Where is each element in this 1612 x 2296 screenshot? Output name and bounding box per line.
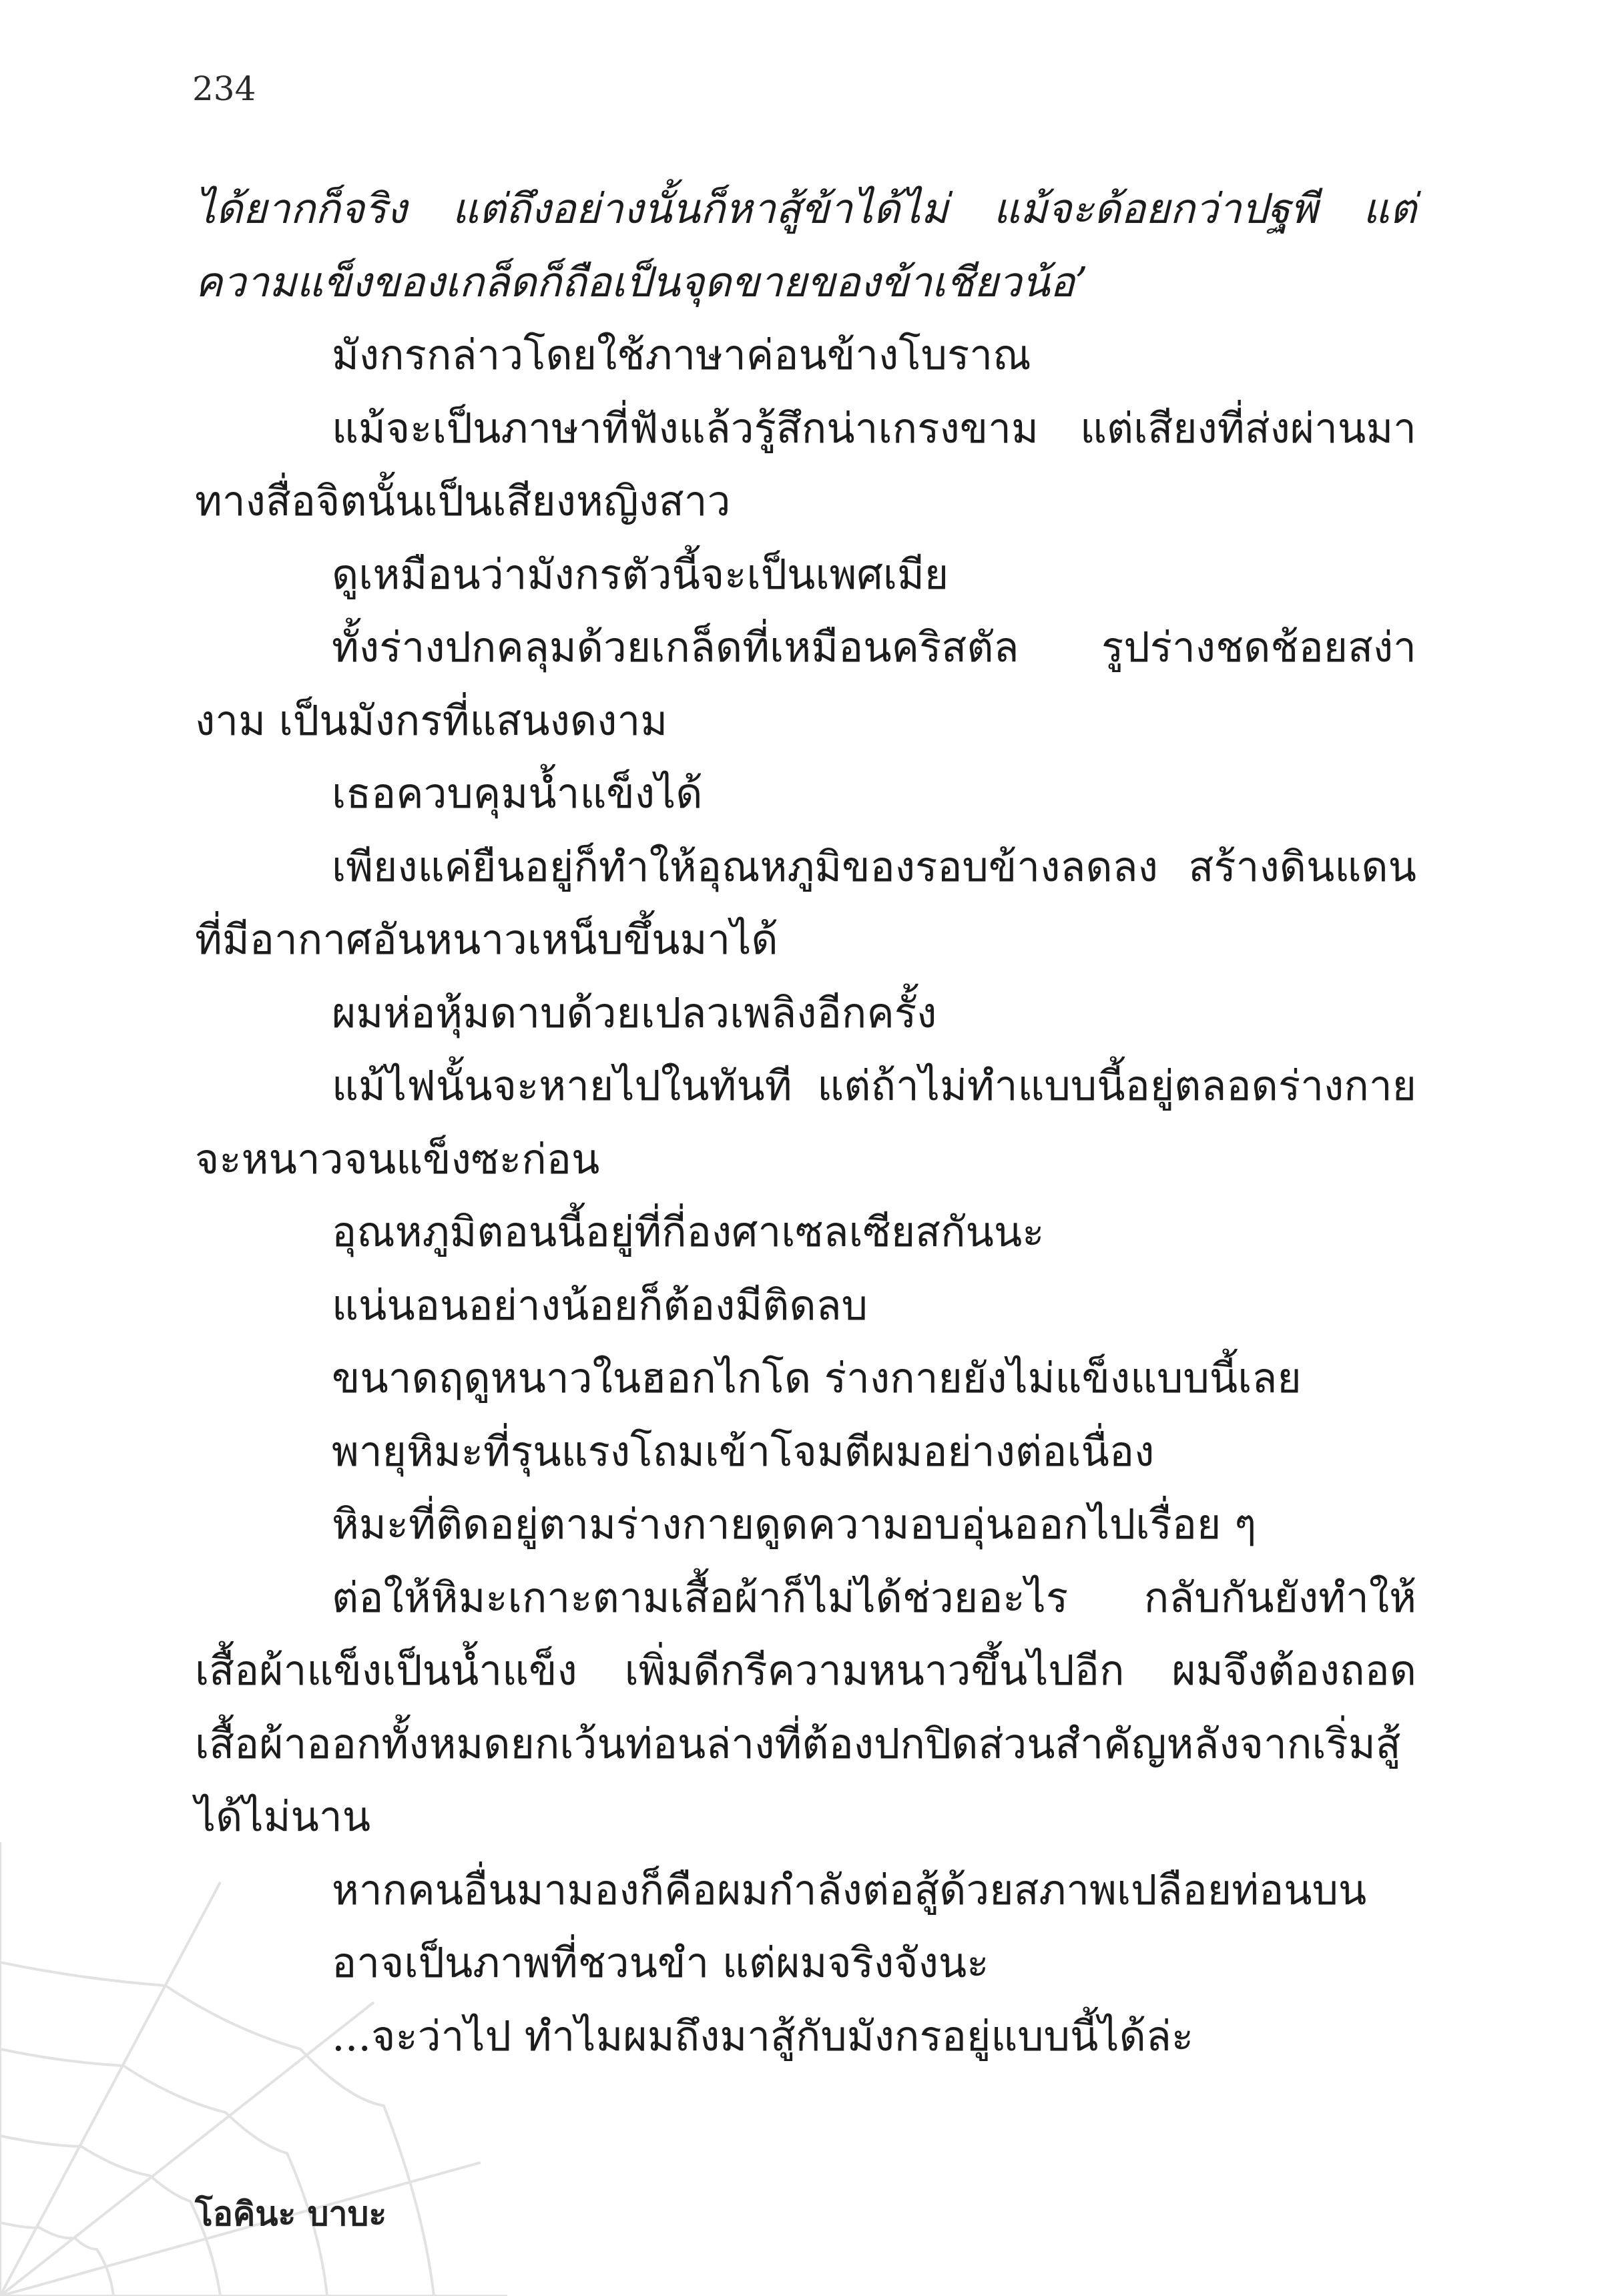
paragraph: อาจเป็นภาพที่ชวนขำ แต่ผมจริงจังนะ [332, 1938, 989, 1987]
paragraph: แม้จะเป็นภาษาที่ฟังแล้วรู้สึกน่าเกรงขาม แต่เสียงที่ส่งผ่านมาทางสื่อจิตนั้นเป็นเสียงหญิงสาว [195, 403, 1416, 525]
page-number: 234 [192, 69, 256, 108]
paragraph: ...จะว่าไป ทำไมผมถึงมาสู้กับมังกรอยู่แบบนี้ได้ล่ะ [332, 2011, 1194, 2060]
paragraph: ทั้งร่างปกคลุมด้วยเกล็ดที่เหมือนคริสตัล รูปร่างชดช้อยสง่างาม เป็นมังกรที่แสนงดงาม [195, 623, 1416, 745]
paragraph: อุณหภูมิตอนนี้อยู่ที่กี่องศาเซลเซียสกันนะ [332, 1207, 1045, 1256]
paragraph: เพียงแค่ยืนอยู่ก็ทำให้อุณหภูมิของรอบข้างลดลง สร้างดินแดนที่มีอากาศอันหนาวเหน็บขึ้นมาได้ [195, 842, 1416, 964]
paragraph: ต่อให้หิมะเกาะตามเสื้อผ้าก็ไม่ได้ช่วยอะไร กลับกันยังทำให้เสื้อผ้าแข็งเป็นน้ำแข็ง เพิ่มดีกรีความหนาวขึ้นไปอีก ผมจึงต้องถอดเสื้อผ้าออกทั้งหมดยกเว้นท่อนล่างที่ต้องปกปิดส่วนสำคัญหลังจากเริ่มสู้ได้ไม่นาน [195, 1572, 1416, 1841]
paragraph: หิมะที่ติดอยู่ตามร่างกายดูดความอบอุ่นออกไปเรื่อย ๆ [332, 1500, 1257, 1548]
paragraph: ขนาดฤดูหนาวในฮอกไกโด ร่างกายยังไม่แข็งแบบนี้เลย [332, 1354, 1302, 1402]
paragraph: ผมห่อหุ้มดาบด้วยเปลวเพลิงอีกครั้ง [332, 988, 937, 1037]
paragraph: แน่นอนอย่างน้อยก็ต้องมีติดลบ [332, 1280, 868, 1330]
paragraph: เธอควบคุมน้ำแข็งได้ [332, 769, 703, 818]
paragraph: แม้ไฟนั้นจะหายไปในทันที แต่ถ้าไม่ทำแบบนี้อยู่ตลอดร่างกายจะหนาวจนแข็งซะก่อน [195, 1061, 1416, 1183]
paragraph: หากคนอื่นมามองก็คือผมกำลังต่อสู้ด้วยสภาพเปลือยท่อนบน [332, 1865, 1367, 1914]
author-name: โอคินะ บาบะ [195, 2194, 387, 2233]
paragraph: พายุหิมะที่รุนแรงโถมเข้าโจมตีผมอย่างต่อเนื่อง [332, 1426, 1155, 1476]
paragraph: มังกรกล่าวโดยใช้ภาษาค่อนข้างโบราณ [332, 330, 1031, 379]
paragraph: ได้ยากก็จริง แต่ถึงอย่างนั้นก็หาสู้ข้าได้ไม่ แม้จะด้อยกว่าปฐพี แต่ความแข็งของเกล็ดก็ถือเป็นจุดขายของข้าเชียวน้อ’ [195, 184, 1416, 306]
paragraph: ดูเหมือนว่ามังกรตัวนี้จะเป็นเพศเมีย [332, 549, 949, 599]
